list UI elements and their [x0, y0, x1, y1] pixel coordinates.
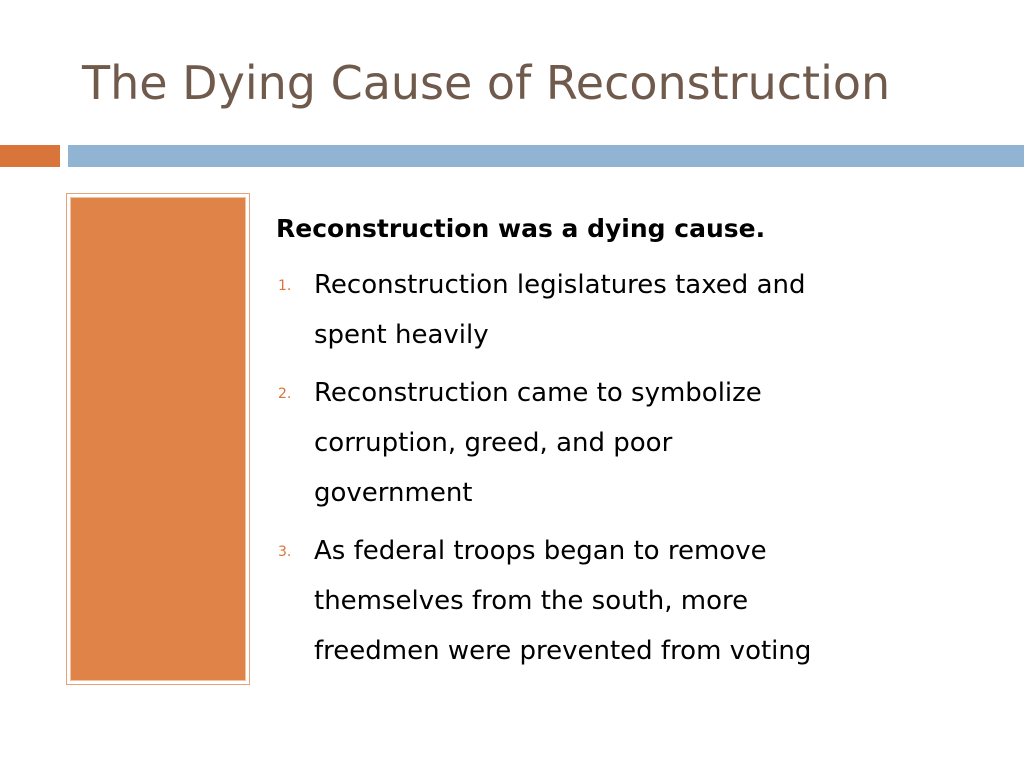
- list-item-text: As federal troops began to remove themselves from the south, more freedmen were prevented from voting: [314, 536, 812, 666]
- content-area: [276, 206, 966, 684]
- list-item-number: 3.: [278, 544, 292, 560]
- image-placeholder: [66, 193, 250, 685]
- list-item: [276, 368, 966, 518]
- list-item-number: 2.: [278, 386, 292, 402]
- content-heading: Reconstruction was a dying cause.: [276, 214, 766, 243]
- image-fill: [70, 197, 246, 681]
- title-accent-orange-bar: [0, 145, 60, 167]
- title-accent-blue-bar: [68, 145, 1024, 167]
- list-item: [276, 260, 966, 360]
- list-item-number: 1.: [278, 278, 292, 294]
- list-item-text: Reconstruction legislatures taxed and spent heavily: [314, 270, 806, 350]
- slide-title: The Dying Cause of Reconstruction: [82, 56, 891, 110]
- list-item-text: Reconstruction came to symbolize corruption, greed, and poor government: [314, 378, 762, 508]
- list-item: [276, 526, 966, 676]
- numbered-list: [276, 260, 966, 676]
